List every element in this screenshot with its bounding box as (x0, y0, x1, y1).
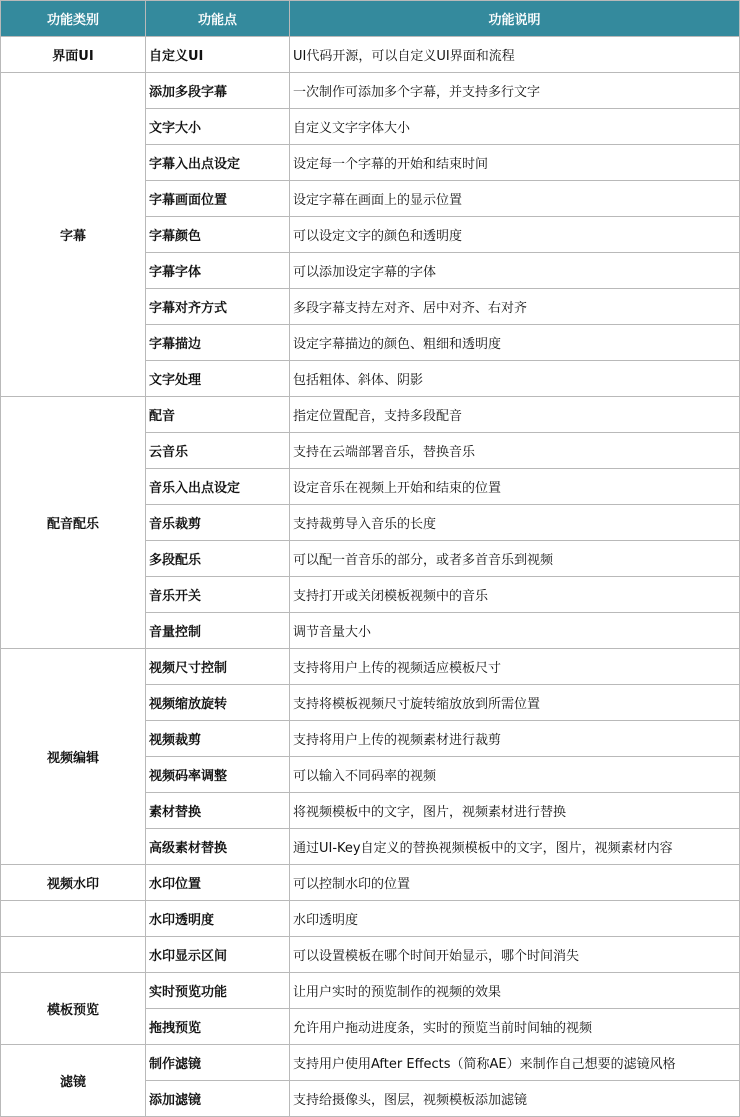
feature-point-cell: 添加多段字幕 (146, 73, 290, 109)
feature-point-cell: 音乐开关 (146, 577, 290, 613)
feature-point-cell: 云音乐 (146, 433, 290, 469)
feature-description-cell: 水印透明度 (290, 901, 740, 937)
feature-description-cell: 设定字幕描边的颜色、粗细和透明度 (290, 325, 740, 361)
feature-point-cell: 字幕画面位置 (146, 181, 290, 217)
table-row (1, 37, 740, 73)
feature-point-cell: 制作滤镜 (146, 1045, 290, 1081)
feature-point-cell: 水印位置 (146, 865, 290, 901)
header-point: 功能点 (146, 1, 290, 37)
feature-point-cell: 多段配乐 (146, 541, 290, 577)
table-row (1, 865, 740, 901)
feature-point-cell: 音量控制 (146, 613, 290, 649)
feature-description-cell: 可以控制水印的位置 (290, 865, 740, 901)
feature-description-cell: 设定音乐在视频上开始和结束的位置 (290, 469, 740, 505)
feature-point-cell: 视频缩放旋转 (146, 685, 290, 721)
feature-description-cell: 支持将用户上传的视频素材进行裁剪 (290, 721, 740, 757)
table-row (1, 649, 740, 685)
header-category: 功能类别 (1, 1, 146, 37)
feature-description-cell: 包括粗体、斜体、阴影 (290, 361, 740, 397)
feature-description-cell: 支持裁剪导入音乐的长度 (290, 505, 740, 541)
feature-description-cell: 调节音量大小 (290, 613, 740, 649)
feature-point-cell: 水印显示区间 (146, 937, 290, 973)
feature-description-cell: 多段字幕支持左对齐、居中对齐、右对齐 (290, 289, 740, 325)
header-description: 功能说明 (290, 1, 740, 37)
table-row (1, 973, 740, 1009)
feature-description-cell: 自定义文字字体大小 (290, 109, 740, 145)
feature-point-cell: 文字大小 (146, 109, 290, 145)
category-cell (1, 937, 146, 973)
feature-point-cell: 实时预览功能 (146, 973, 290, 1009)
feature-description-cell: 支持给摄像头，图层，视频模板添加滤镜 (290, 1081, 740, 1117)
feature-point-cell: 字幕字体 (146, 253, 290, 289)
category-cell: 字幕 (1, 73, 146, 397)
table-row (1, 901, 740, 937)
feature-point-cell: 字幕颜色 (146, 217, 290, 253)
feature-point-cell: 视频码率调整 (146, 757, 290, 793)
table-row (1, 397, 740, 433)
feature-description-cell: 可以配一首音乐的部分，或者多首音乐到视频 (290, 541, 740, 577)
feature-description-cell: 支持将模板视频尺寸旋转缩放放到所需位置 (290, 685, 740, 721)
feature-description-cell: 让用户实时的预览制作的视频的效果 (290, 973, 740, 1009)
category-cell: 视频编辑 (1, 649, 146, 865)
category-cell: 模板预览 (1, 973, 146, 1045)
feature-description-cell: 可以设定文字的颜色和透明度 (290, 217, 740, 253)
category-cell: 配音配乐 (1, 397, 146, 649)
feature-description-cell: 指定位置配音，支持多段配音 (290, 397, 740, 433)
category-cell: 视频水印 (1, 865, 146, 901)
feature-point-cell: 视频裁剪 (146, 721, 290, 757)
feature-point-cell: 文字处理 (146, 361, 290, 397)
feature-point-cell: 高级素材替换 (146, 829, 290, 865)
category-cell: 滤镜 (1, 1045, 146, 1117)
feature-point-cell: 音乐裁剪 (146, 505, 290, 541)
feature-point-cell: 配音 (146, 397, 290, 433)
feature-point-cell: 视频尺寸控制 (146, 649, 290, 685)
feature-description-cell: 允许用户拖动进度条，实时的预览当前时间轴的视频 (290, 1009, 740, 1045)
feature-description-cell: 设定每一个字幕的开始和结束时间 (290, 145, 740, 181)
feature-point-cell: 音乐入出点设定 (146, 469, 290, 505)
feature-point-cell: 字幕对齐方式 (146, 289, 290, 325)
header-row (1, 1, 740, 37)
feature-description-cell: 支持将用户上传的视频适应模板尺寸 (290, 649, 740, 685)
table-row (1, 1045, 740, 1081)
feature-description-cell: 可以输入不同码率的视频 (290, 757, 740, 793)
table-row (1, 937, 740, 973)
feature-description-cell: 可以添加设定字幕的字体 (290, 253, 740, 289)
feature-description-cell: 设定字幕在画面上的显示位置 (290, 181, 740, 217)
category-cell (1, 901, 146, 937)
feature-point-cell: 拖拽预览 (146, 1009, 290, 1045)
feature-point-cell: 自定义UI (146, 37, 290, 73)
feature-description-cell: 可以设置模板在哪个时间开始显示，哪个时间消失 (290, 937, 740, 973)
feature-point-cell: 字幕描边 (146, 325, 290, 361)
feature-description-cell: 将视频模板中的文字，图片，视频素材进行替换 (290, 793, 740, 829)
feature-description-cell: 一次制作可添加多个字幕，并支持多行文字 (290, 73, 740, 109)
table-body (1, 37, 740, 1117)
feature-point-cell: 素材替换 (146, 793, 290, 829)
feature-point-cell: 字幕入出点设定 (146, 145, 290, 181)
feature-point-cell: 水印透明度 (146, 901, 290, 937)
table-row (1, 73, 740, 109)
feature-point-cell: 添加滤镜 (146, 1081, 290, 1117)
feature-description-cell: 通过UI-Key自定义的替换视频模板中的文字，图片，视频素材内容 (290, 829, 740, 865)
category-cell: 界面UI (1, 37, 146, 73)
feature-description-cell: 支持用户使用After Effects（简称AE）来制作自己想要的滤镜风格 (290, 1045, 740, 1081)
feature-description-cell: 支持在云端部署音乐，替换音乐 (290, 433, 740, 469)
feature-description-cell: 支持打开或关闭模板视频中的音乐 (290, 577, 740, 613)
feature-description-cell: UI代码开源，可以自定义UI界面和流程 (290, 37, 740, 73)
